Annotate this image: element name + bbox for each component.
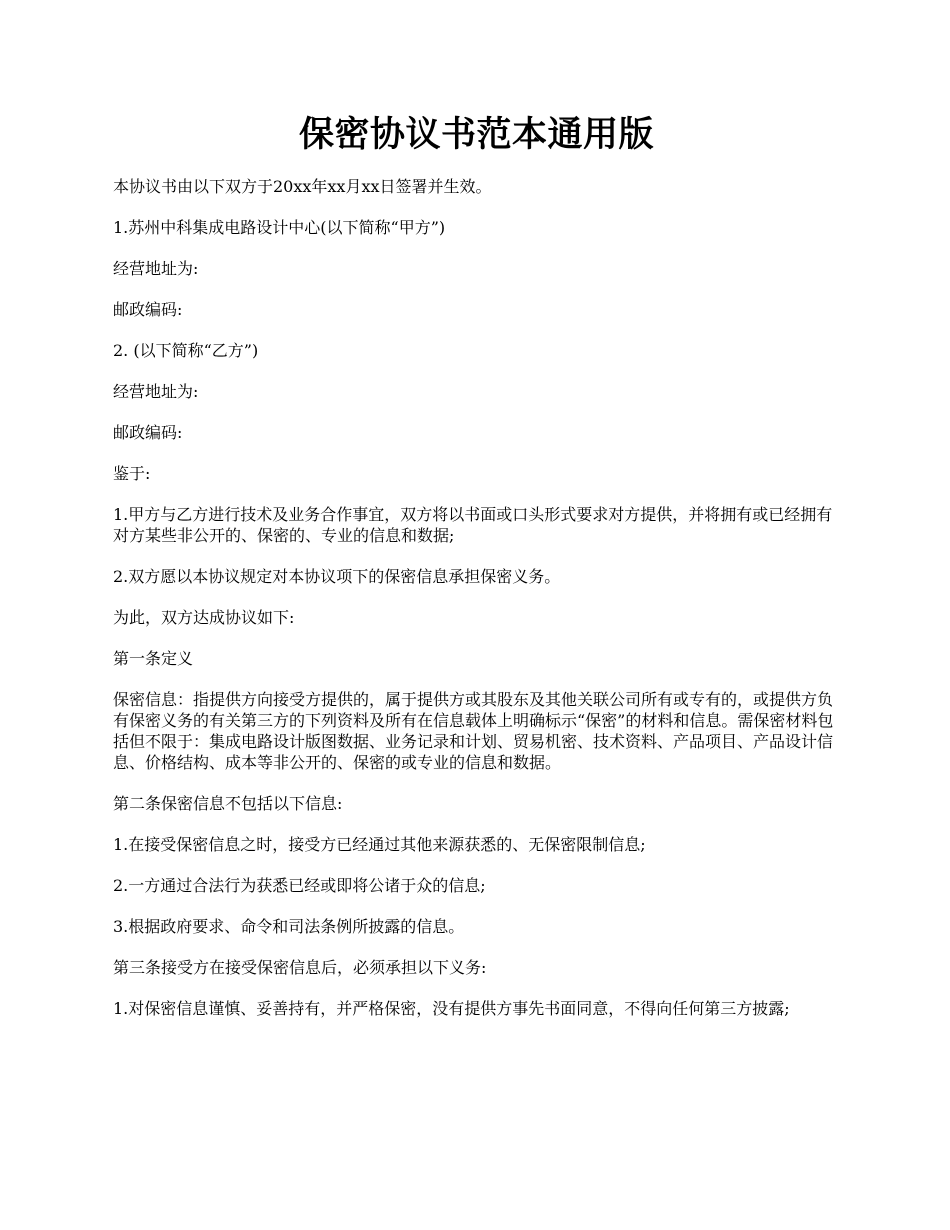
preamble-paragraph: 本协议书由以下双方于20xx年xx月xx日签署并生效。 [113, 177, 492, 196]
article-2-item-1: 1.在接受保密信息之时，接受方已经通过其他来源获悉的、无保密限制信息; [113, 835, 646, 854]
article-1-heading: 第一条定义 [113, 649, 194, 668]
party-b-postcode: 邮政编码: [113, 423, 183, 442]
agreement-intro: 为此，双方达成协议如下: [113, 608, 295, 627]
article-2-item-2: 2.一方通过合法行为获悉已经或即将公诸于众的信息; [113, 876, 486, 895]
party-a-postcode: 邮政编码: [113, 300, 183, 319]
article-1-definition: 保密信息：指提供方向接受方提供的，属于提供方或其股东及其他关联公司所有或专有的，或提供方负有保密义务的有关第三方的下列资料及所有在信息载体上明确标示“保密”的材料和信息。需保密材料包括但不限于：集成电路设计版图数据、业务记录和计划、贸易机密、技术资料、产品项目、产品设计信息、价格结构、成本等非公开的、保密的或专业的信息和数据。 [113, 690, 834, 772]
party-a-address: 经营地址为: [113, 259, 199, 278]
article-2-heading: 第二条保密信息不包括以下信息: [113, 794, 343, 813]
whereas-item-1: 1.甲方与乙方进行技术及业务合作事宜，双方将以书面或口头形式要求对方提供，并将拥有或已经拥有对方某些非公开的、保密的、专业的信息和数据; [113, 505, 833, 545]
whereas-item-2: 2.双方愿以本协议规定对本协议项下的保密信息承担保密义务。 [113, 567, 561, 586]
article-3-heading: 第三条接受方在接受保密信息后，必须承担以下义务: [113, 958, 487, 977]
document-body [113, 112, 840, 1039]
document-title: 保密协议书范本通用版 [298, 114, 654, 155]
party-b-name: 2. (以下简称“乙方”) [113, 341, 259, 360]
article-2-item-3: 3.根据政府要求、命令和司法条例所披露的信息。 [113, 917, 465, 936]
whereas-heading: 鉴于: [113, 464, 151, 483]
article-3-item-1: 1.对保密信息谨慎、妥善持有，并严格保密，没有提供方事先书面同意，不得向任何第三方披露; [113, 999, 790, 1018]
party-b-address: 经营地址为: [113, 382, 199, 401]
party-a-name: 1.苏州中科集成电路设计中心(以下简称“甲方”) [113, 218, 446, 237]
